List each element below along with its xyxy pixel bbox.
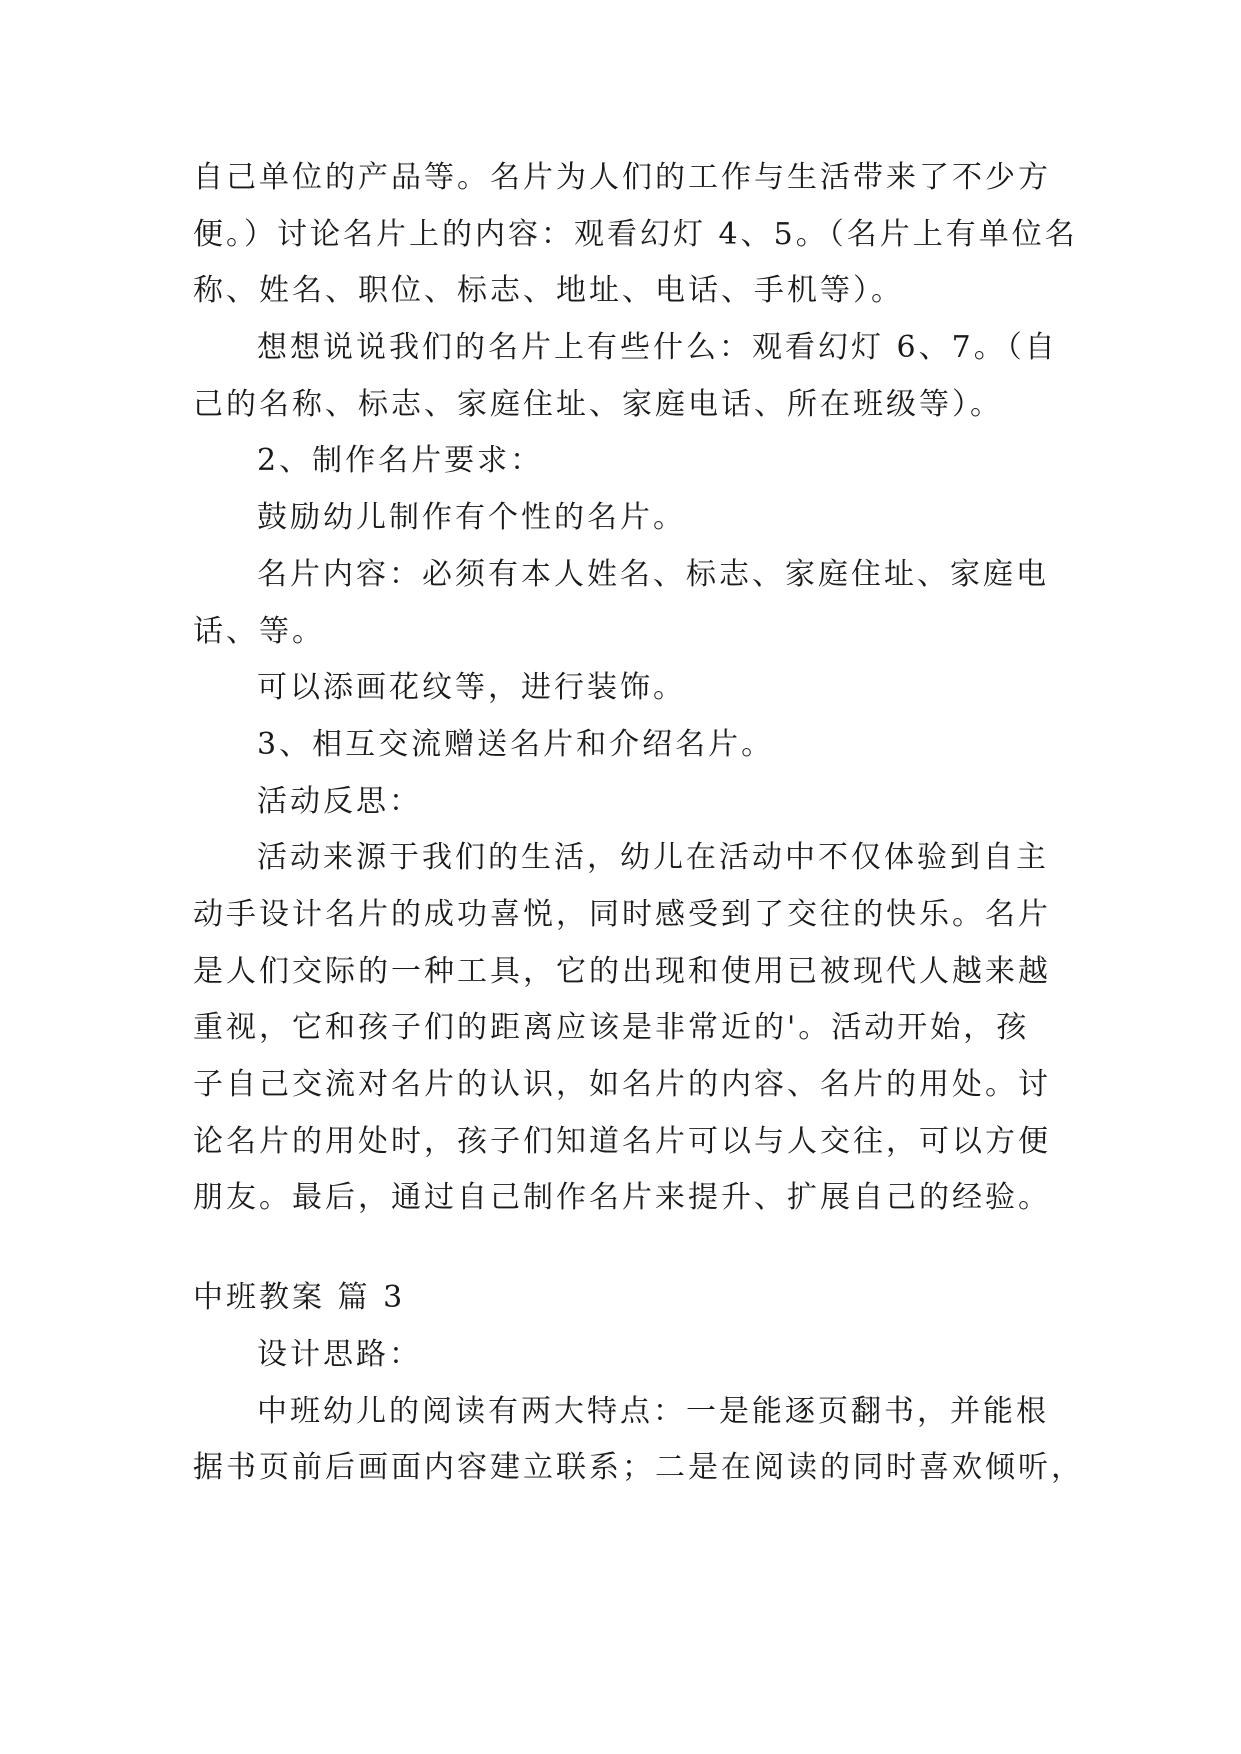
paragraph-line: 想想说说我们的名片上有些什么：观看幻灯 6、7。（自 — [257, 330, 1058, 365]
paragraph-line: 动手设计名片的成功喜悦，同时感受到了交往的快乐。名片 — [193, 897, 1051, 932]
lesson-title: 中班教案 篇 3 — [193, 1280, 406, 1315]
paragraph-line: 子自己交流对名片的认识，如名片的内容、名片的用处。讨 — [193, 1067, 1051, 1102]
paragraph-line: 朋友。最后，通过自己制作名片来提升、扩展自己的经验。 — [193, 1180, 1051, 1215]
section-heading: 2、制作名片要求： — [257, 443, 544, 478]
paragraph-line: 是人们交际的一种工具，它的出现和使用已被现代人越来越 — [193, 954, 1051, 989]
section-heading: 3、相互交流赠送名片和介绍名片。 — [257, 727, 775, 762]
paragraph-line: 活动来源于我们的生活，幼儿在活动中不仅体验到自主 — [257, 840, 1049, 875]
paragraph-line: 自己单位的产品等。名片为人们的工作与生活带来了不少方 — [193, 160, 1051, 195]
paragraph-line: 可以添画花纹等，进行装饰。 — [257, 670, 686, 705]
paragraph-line: 中班幼儿的阅读有两大特点：一是能逐页翻书，并能根 — [257, 1394, 1049, 1429]
paragraph-line: 己的名称、标志、家庭住址、家庭电话、所在班级等）。 — [193, 387, 1003, 422]
section-heading: 活动反思： — [257, 784, 422, 819]
paragraph-line: 重视，它和孩子们的距离应该是非常近的'。活动开始，孩 — [193, 1010, 1030, 1045]
paragraph-line: 便。）讨论名片上的内容：观看幻灯 4、5。（名片上有单位名 — [193, 217, 1078, 252]
paragraph-line: 称、姓名、职位、标志、地址、电话、手机等）。 — [193, 273, 904, 308]
paragraph-line: 论名片的用处时，孩子们知道名片可以与人交往，可以方便 — [193, 1124, 1051, 1159]
paragraph-line: 据书页前后画面内容建立联系；二是在阅读的同时喜欢倾听， — [193, 1450, 1084, 1485]
paragraph-line: 鼓励幼儿制作有个性的名片。 — [257, 500, 686, 535]
paragraph-line: 名片内容：必须有本人姓名、标志、家庭住址、家庭电 — [257, 557, 1049, 592]
paragraph-line: 话、等。 — [193, 614, 325, 649]
section-heading: 设计思路： — [257, 1337, 422, 1372]
